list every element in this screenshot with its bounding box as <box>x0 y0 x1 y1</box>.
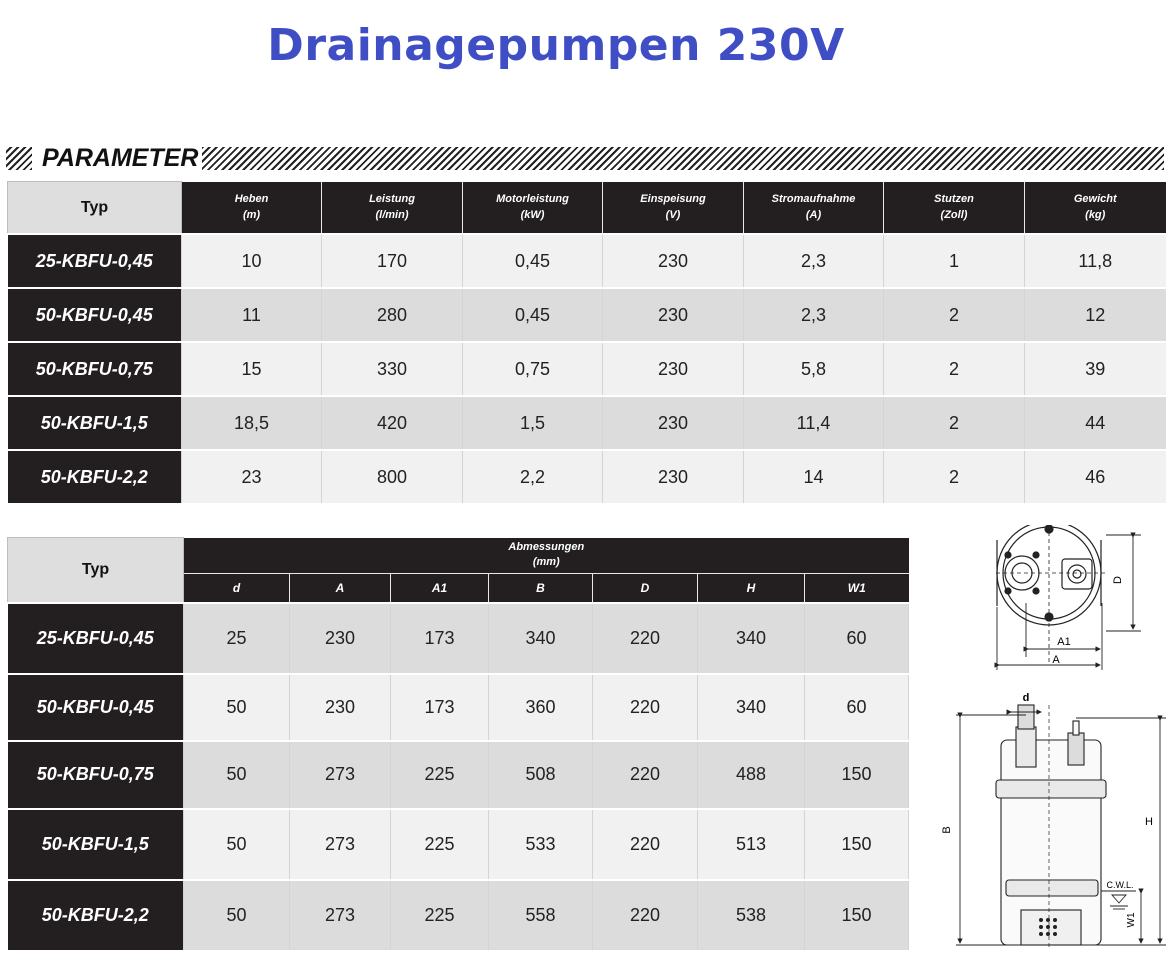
column-unit: (Zoll) <box>940 209 968 222</box>
section-title: PARAMETER <box>42 144 199 172</box>
table-cell: 340 <box>489 603 593 674</box>
model-name: 50-KBFU-0,75 <box>8 342 182 396</box>
typ-header: Typ <box>8 538 184 603</box>
section-hatch-right <box>202 147 1164 170</box>
table-row <box>8 809 909 880</box>
table-row <box>8 234 1166 288</box>
parameter-column-header <box>744 182 884 235</box>
table-cell: 60 <box>805 603 909 674</box>
table-cell: 2,2 <box>463 450 603 503</box>
dimension-column-header: d <box>184 573 290 603</box>
table-cell: 340 <box>698 603 805 674</box>
column-unit: (kg) <box>1085 209 1106 222</box>
column-name: Stutzen <box>934 193 974 206</box>
dimension-column-header: H <box>698 573 805 603</box>
label-D: D <box>1112 576 1124 584</box>
table-cell: 488 <box>698 741 805 809</box>
table-cell: 50 <box>184 674 290 741</box>
parameter-column-header <box>884 182 1025 235</box>
table-row <box>8 674 909 741</box>
column-name: Einspeisung <box>640 193 706 206</box>
table-cell: 46 <box>1025 450 1166 503</box>
table-cell: 12 <box>1025 288 1166 342</box>
page-title: Drainagepumpen 230V <box>267 20 845 71</box>
table-cell: 11 <box>182 288 322 342</box>
table-cell: 150 <box>805 741 909 809</box>
table-cell: 533 <box>489 809 593 880</box>
table-cell: 60 <box>805 674 909 741</box>
column-unit: (kW) <box>520 209 545 222</box>
table-cell: 2 <box>884 342 1025 396</box>
column-unit: (A) <box>805 209 822 222</box>
column-unit: (V) <box>665 209 681 222</box>
table-cell: 538 <box>698 880 805 950</box>
column-name: Heben <box>234 193 269 206</box>
table-cell: 18,5 <box>182 396 322 450</box>
parameter-header-row <box>8 182 1166 235</box>
label-W1: W1 <box>1126 912 1137 928</box>
table-cell: 800 <box>322 450 463 503</box>
table-cell: 273 <box>290 880 391 950</box>
model-name: 25-KBFU-0,45 <box>8 603 184 674</box>
table-cell: 15 <box>182 342 322 396</box>
table-cell: 273 <box>290 809 391 880</box>
table-cell: 25 <box>184 603 290 674</box>
table-cell: 558 <box>489 880 593 950</box>
group-title: Abmessungen <box>508 541 585 553</box>
model-name: 50-KBFU-2,2 <box>8 450 182 503</box>
table-row <box>8 342 1166 396</box>
model-name: 50-KBFU-2,2 <box>8 880 184 950</box>
dimensions-table <box>7 537 909 950</box>
parameter-column-header <box>603 182 744 235</box>
table-cell: 230 <box>603 288 744 342</box>
column-unit: (m) <box>242 209 261 222</box>
column-name: Leistung <box>369 193 415 206</box>
table-row <box>8 603 909 674</box>
dimension-column-header: W1 <box>805 573 909 603</box>
model-name: 50-KBFU-0,75 <box>8 741 184 809</box>
table-cell: 513 <box>698 809 805 880</box>
parameter-column-header <box>182 182 322 235</box>
table-row <box>8 880 909 950</box>
table-cell: 11,4 <box>744 396 884 450</box>
typ-header: Typ <box>8 182 182 235</box>
table-cell: 50 <box>184 880 290 950</box>
parameter-column-header <box>463 182 603 235</box>
table-cell: 14 <box>744 450 884 503</box>
table-cell: 220 <box>593 741 698 809</box>
table-cell: 2 <box>884 396 1025 450</box>
label-d: d <box>1022 692 1030 704</box>
table-cell: 220 <box>593 674 698 741</box>
column-unit: (l/min) <box>375 209 409 222</box>
table-cell: 50 <box>184 741 290 809</box>
label-A1: A1 <box>1057 636 1071 648</box>
table-cell: 50 <box>184 809 290 880</box>
table-cell: 150 <box>805 809 909 880</box>
table-cell: 273 <box>290 741 391 809</box>
model-name: 50-KBFU-0,45 <box>8 288 182 342</box>
table-cell: 330 <box>322 342 463 396</box>
pump-side-view <box>996 705 1106 945</box>
table-cell: 225 <box>391 809 489 880</box>
table-cell: 39 <box>1025 342 1166 396</box>
model-name: 50-KBFU-1,5 <box>8 396 182 450</box>
table-cell: 420 <box>322 396 463 450</box>
table-cell: 220 <box>593 809 698 880</box>
dimension-column-header: A <box>290 573 391 603</box>
table-cell: 150 <box>805 880 909 950</box>
table-cell: 230 <box>603 234 744 288</box>
model-name: 25-KBFU-0,45 <box>8 234 182 288</box>
table-cell: 360 <box>489 674 593 741</box>
parameter-column-header <box>1025 182 1166 235</box>
table-cell: 2,3 <box>744 288 884 342</box>
label-B: B <box>941 826 953 834</box>
section-hatch-left <box>6 147 32 170</box>
pump-dimension-drawing <box>936 525 1168 957</box>
table-row <box>8 450 1166 503</box>
table-cell: 2,3 <box>744 234 884 288</box>
table-cell: 225 <box>391 880 489 950</box>
dimension-column-header: D <box>593 573 698 603</box>
table-cell: 0,75 <box>463 342 603 396</box>
table-cell: 1 <box>884 234 1025 288</box>
table-cell: 220 <box>593 603 698 674</box>
table-cell: 220 <box>593 880 698 950</box>
table-row <box>8 288 1166 342</box>
side-view-grille <box>1039 918 1057 936</box>
table-row <box>8 396 1166 450</box>
parameter-column-header <box>322 182 463 235</box>
table-cell: 173 <box>391 674 489 741</box>
column-name: Motorleistung <box>496 193 569 206</box>
table-cell: 280 <box>322 288 463 342</box>
table-cell: 230 <box>603 342 744 396</box>
table-cell: 44 <box>1025 396 1166 450</box>
table-cell: 0,45 <box>463 288 603 342</box>
column-name: Gewicht <box>1073 193 1117 206</box>
table-cell: 173 <box>391 603 489 674</box>
table-cell: 10 <box>182 234 322 288</box>
table-cell: 0,45 <box>463 234 603 288</box>
dimension-column-header: A1 <box>391 573 489 603</box>
model-name: 50-KBFU-0,45 <box>8 674 184 741</box>
table-cell: 230 <box>290 603 391 674</box>
pump-top-view <box>996 525 1106 665</box>
label-H: H <box>1145 816 1153 828</box>
table-cell: 1,5 <box>463 396 603 450</box>
table-cell: 230 <box>603 396 744 450</box>
table-cell: 225 <box>391 741 489 809</box>
table-row <box>8 741 909 809</box>
table-cell: 5,8 <box>744 342 884 396</box>
label-cwl: C.W.L. <box>1106 880 1134 890</box>
dimensions-header-row <box>8 538 909 574</box>
dimensions-group-header <box>184 538 909 574</box>
model-name: 50-KBFU-1,5 <box>8 809 184 880</box>
table-cell: 2 <box>884 288 1025 342</box>
column-name: Stromaufnahme <box>771 193 856 206</box>
table-cell: 230 <box>290 674 391 741</box>
parameter-table <box>7 181 1166 503</box>
table-cell: 170 <box>322 234 463 288</box>
table-cell: 508 <box>489 741 593 809</box>
table-cell: 340 <box>698 674 805 741</box>
table-cell: 23 <box>182 450 322 503</box>
label-A: A <box>1052 654 1060 666</box>
group-unit: (mm) <box>532 556 560 568</box>
table-cell: 230 <box>603 450 744 503</box>
table-cell: 11,8 <box>1025 234 1166 288</box>
table-cell: 2 <box>884 450 1025 503</box>
dimension-column-header: B <box>489 573 593 603</box>
top-view-dimension-lines <box>997 535 1141 670</box>
